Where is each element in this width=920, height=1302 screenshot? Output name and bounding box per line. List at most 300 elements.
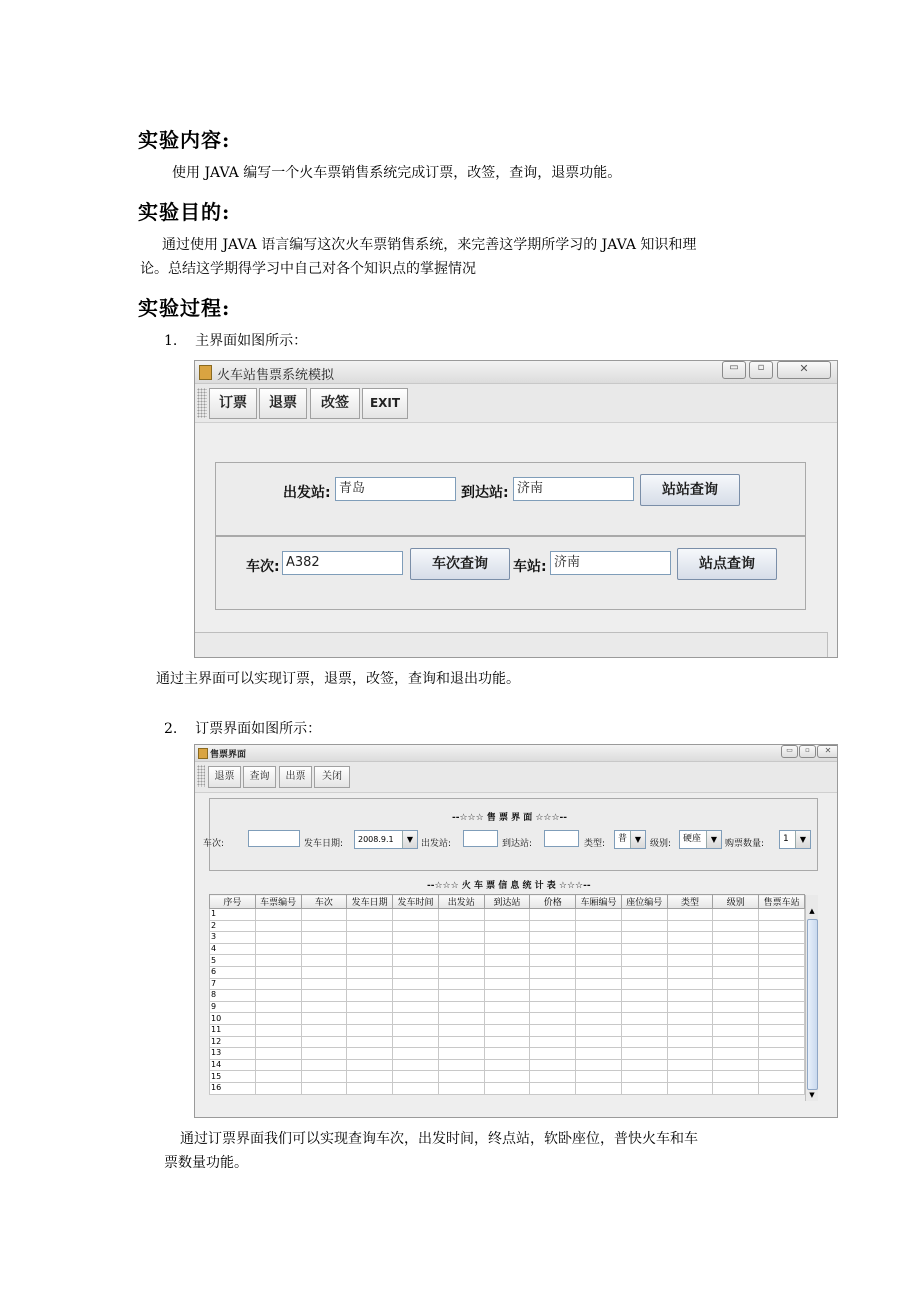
table-cell[interactable] [713,1024,759,1036]
row-number-cell[interactable]: 2 [210,920,256,932]
table-cell[interactable] [759,1001,805,1013]
table-cell[interactable] [759,1024,805,1036]
table-cell[interactable] [393,1082,439,1094]
table-cell[interactable] [667,1001,713,1013]
table-cell[interactable] [393,1024,439,1036]
table-cell[interactable] [759,920,805,932]
table-cell[interactable] [530,955,576,967]
table-cell[interactable] [301,1036,347,1048]
table-cell[interactable] [759,943,805,955]
depart-field[interactable] [463,830,498,847]
table-header-row [210,895,805,909]
column-header[interactable]: 出发站 [438,895,484,909]
row-number-cell[interactable]: 6 [210,966,256,978]
table-cell[interactable] [484,978,530,990]
column-header[interactable]: 序号 [210,895,256,909]
table-row[interactable] [210,955,805,967]
train-field[interactable]: A382 [282,551,403,575]
table-cell[interactable] [713,955,759,967]
table-cell[interactable] [347,1036,393,1048]
table-cell[interactable] [255,932,301,944]
step2-caption-line2: 票数量功能。 [164,1155,248,1171]
table-cell[interactable] [301,966,347,978]
column-header[interactable]: 发车日期 [347,895,393,909]
table-cell[interactable] [301,1059,347,1071]
table-row[interactable] [210,966,805,978]
table-cell[interactable] [347,966,393,978]
table-cell[interactable] [393,1048,439,1060]
table-cell[interactable] [347,955,393,967]
toolbar-change-button[interactable]: 改签 [310,388,360,419]
table-cell[interactable] [438,1036,484,1048]
table-cell[interactable] [667,990,713,1002]
row-number-cell[interactable]: 15 [210,1071,256,1083]
table-cell[interactable] [255,920,301,932]
table-cell[interactable] [576,955,622,967]
table-cell[interactable] [393,943,439,955]
row-number-cell[interactable]: 4 [210,943,256,955]
table-cell[interactable] [393,909,439,921]
table-cell[interactable] [301,1024,347,1036]
table-cell[interactable] [393,932,439,944]
table-cell[interactable] [530,966,576,978]
toolbar-close-button[interactable]: 关闭 [314,766,350,788]
type-value: 普 [618,834,628,844]
toolbar-refund-button[interactable]: 退票 [259,388,307,419]
column-header[interactable]: 到达站 [484,895,530,909]
table-row[interactable] [210,932,805,944]
scroll-thumb[interactable] [807,919,818,1090]
table-cell[interactable] [530,1082,576,1094]
main-toolbar [195,384,837,423]
table-cell[interactable] [393,1059,439,1071]
count-combo[interactable] [779,830,811,849]
sale-window-titlebar [195,745,837,762]
table-cell[interactable] [347,943,393,955]
table-cell[interactable] [484,1024,530,1036]
table-cell[interactable] [347,1001,393,1013]
chevron-down-icon[interactable]: ▼ [402,831,417,848]
arrive-field[interactable]: 济南 [513,477,634,501]
table-cell[interactable] [530,932,576,944]
table-cell[interactable] [667,978,713,990]
chevron-down-icon[interactable]: ▼ [795,831,810,848]
table-cell[interactable] [621,990,667,1002]
table-cell[interactable] [667,932,713,944]
table-cell[interactable] [759,932,805,944]
table-row[interactable] [210,1082,805,1094]
table-cell[interactable] [484,1059,530,1071]
java-icon [199,365,212,380]
table-cell[interactable] [530,1071,576,1083]
table-cell[interactable] [576,920,622,932]
table-cell[interactable] [484,932,530,944]
process-heading: 实验过程: [138,296,231,320]
table-cell[interactable] [484,966,530,978]
table-cell[interactable] [393,1001,439,1013]
table-cell[interactable] [576,1082,622,1094]
table-cell[interactable] [530,1048,576,1060]
table-cell[interactable] [759,1036,805,1048]
depart-field[interactable]: 青岛 [335,477,456,501]
table-cell[interactable] [347,1048,393,1060]
table-cell[interactable] [255,1082,301,1094]
station-query-button[interactable]: 站站查询 [640,474,740,506]
step2-text: 2. 订票界面如图所示： [164,721,322,737]
table-cell[interactable] [759,1071,805,1083]
table-cell[interactable] [530,920,576,932]
table-row[interactable] [210,978,805,990]
table-cell[interactable] [438,1071,484,1083]
close-button[interactable]: ✕ [777,361,831,379]
table-row[interactable] [210,990,805,1002]
table-cell[interactable] [301,978,347,990]
purpose-text-line1: 通过使用 JAVA 语言编写这次火车票销售系统，来完善这学期所学习的 JAVA 知识和理 [162,237,697,253]
table-cell[interactable] [713,1036,759,1048]
chevron-down-icon[interactable]: ▼ [706,831,721,848]
train-field[interactable] [248,830,300,847]
row-number-cell[interactable]: 16 [210,1082,256,1094]
toolbar-refund-button[interactable]: 退票 [208,766,241,788]
table-cell[interactable] [530,943,576,955]
table-cell[interactable] [667,1036,713,1048]
table-cell[interactable] [347,978,393,990]
row-number-cell[interactable]: 1 [210,909,256,921]
table-cell[interactable] [255,1071,301,1083]
table-cell[interactable] [438,920,484,932]
table-cell[interactable] [484,943,530,955]
table-cell[interactable] [621,1001,667,1013]
maximize-button[interactable]: ▫ [799,745,816,758]
table-cell[interactable] [438,1059,484,1071]
table-cell[interactable] [576,1036,622,1048]
table-cell[interactable] [759,955,805,967]
scroll-down-icon[interactable]: ▼ [809,1091,815,1099]
table-cell[interactable] [347,1013,393,1025]
toolbar-grip[interactable] [197,388,207,418]
table-cell[interactable] [576,943,622,955]
table-cell[interactable] [667,909,713,921]
table-row[interactable] [210,909,805,921]
table-cell[interactable] [255,1024,301,1036]
table-cell[interactable] [255,990,301,1002]
row-number-cell[interactable]: 12 [210,1036,256,1048]
table-scrollbar[interactable] [805,895,818,1101]
class-combo[interactable] [679,830,722,849]
table-cell[interactable] [621,943,667,955]
table-cell[interactable] [667,955,713,967]
table-cell[interactable] [621,1071,667,1083]
table-cell[interactable] [621,1013,667,1025]
table-cell[interactable] [759,1048,805,1060]
toolbar-issue-button[interactable]: 出票 [279,766,312,788]
date-label: 发车日期: [304,839,344,849]
table-cell[interactable] [438,1001,484,1013]
table-cell[interactable] [576,990,622,1002]
train-label: 车次: [246,559,280,575]
table-cell[interactable] [301,920,347,932]
table-cell[interactable] [347,932,393,944]
table-cell[interactable] [484,920,530,932]
table-cell[interactable] [301,932,347,944]
table-cell[interactable] [621,978,667,990]
minimize-button[interactable]: ▭ [722,361,746,379]
table-cell[interactable] [667,1013,713,1025]
table-cell[interactable] [713,1013,759,1025]
table-cell[interactable] [713,920,759,932]
table-row[interactable] [210,1001,805,1013]
table-cell[interactable] [438,955,484,967]
table-row[interactable] [210,1013,805,1025]
table-cell[interactable] [759,1013,805,1025]
column-header[interactable]: 价格 [530,895,576,909]
arrive-field[interactable] [544,830,579,847]
main-window-title: 火车站售票系统模拟 [217,368,335,383]
table-cell[interactable] [301,990,347,1002]
stop-query-button[interactable]: 站点查询 [677,548,777,580]
column-header[interactable]: 车次 [301,895,347,909]
table-cell[interactable] [301,943,347,955]
table-cell[interactable] [438,1048,484,1060]
ticket-table [209,894,805,1095]
table-row[interactable] [210,1059,805,1071]
table-cell[interactable] [438,932,484,944]
table-cell[interactable] [667,943,713,955]
table-cell[interactable] [759,978,805,990]
depart-label: 出发站: [421,839,452,849]
toolbar-grip[interactable] [197,765,205,787]
table-cell[interactable] [621,932,667,944]
table-cell[interactable] [667,966,713,978]
table-cell[interactable] [576,932,622,944]
row-number-cell[interactable]: 11 [210,1024,256,1036]
table-cell[interactable] [255,1048,301,1060]
table-cell[interactable] [438,943,484,955]
column-header[interactable]: 车厢编号 [576,895,622,909]
table-cell[interactable] [393,966,439,978]
table-cell[interactable] [667,920,713,932]
table-cell[interactable] [530,1024,576,1036]
table-cell[interactable] [301,1013,347,1025]
table-cell[interactable] [576,909,622,921]
table-cell[interactable] [438,966,484,978]
table-cell[interactable] [530,990,576,1002]
table-cell[interactable] [621,955,667,967]
table-cell[interactable] [713,943,759,955]
table-cell[interactable] [667,1071,713,1083]
table-cell[interactable] [484,1071,530,1083]
column-header[interactable]: 座位编号 [621,895,667,909]
table-cell[interactable] [393,978,439,990]
table-cell[interactable] [393,1071,439,1083]
table-cell[interactable] [393,990,439,1002]
table-cell[interactable] [347,909,393,921]
table-cell[interactable] [301,1048,347,1060]
java-icon [198,748,208,759]
table-cell[interactable] [484,1036,530,1048]
table-cell[interactable] [484,1001,530,1013]
train-query-button[interactable]: 车次查询 [410,548,510,580]
table-row[interactable] [210,1036,805,1048]
column-header[interactable]: 发车时间 [393,895,439,909]
row-number-cell[interactable]: 14 [210,1059,256,1071]
table-row[interactable] [210,1024,805,1036]
table-cell[interactable] [576,966,622,978]
row-number-cell[interactable]: 7 [210,978,256,990]
maximize-button[interactable]: ▫ [749,361,773,379]
table-cell[interactable] [438,990,484,1002]
table-cell[interactable] [484,955,530,967]
table-cell[interactable] [530,1059,576,1071]
table-cell[interactable] [621,1024,667,1036]
table-cell[interactable] [301,909,347,921]
table-row[interactable] [210,1048,805,1060]
table-cell[interactable] [713,932,759,944]
table-row[interactable] [210,920,805,932]
scroll-up-icon[interactable]: ▲ [809,907,815,915]
step1-caption: 通过主界面可以实现订票，退票，改签，查询和退出功能。 [156,671,520,687]
table-cell[interactable] [621,1048,667,1060]
column-header[interactable]: 级别 [713,895,759,909]
table-cell[interactable] [255,1059,301,1071]
table-cell[interactable] [576,1048,622,1060]
table-cell[interactable] [621,920,667,932]
row-number-cell[interactable]: 3 [210,932,256,944]
table-cell[interactable] [438,1024,484,1036]
sale-window [194,744,838,1118]
table-cell[interactable] [713,1001,759,1013]
table-cell[interactable] [347,990,393,1002]
table-cell[interactable] [621,966,667,978]
table-cell[interactable] [621,1082,667,1094]
table-cell[interactable] [484,909,530,921]
minimize-button[interactable]: ▭ [781,745,798,758]
table-cell[interactable] [759,909,805,921]
column-header[interactable]: 车票编号 [255,895,301,909]
table-cell[interactable] [393,1036,439,1048]
table-cell[interactable] [438,978,484,990]
station-field[interactable]: 济南 [550,551,671,575]
row-number-cell[interactable]: 5 [210,955,256,967]
toolbar-exit-button[interactable]: EXIT [362,388,408,419]
table-cell[interactable] [713,1048,759,1060]
content-heading: 实验内容: [138,128,231,152]
table-cell[interactable] [713,966,759,978]
table-cell[interactable] [530,978,576,990]
table-cell[interactable] [621,1036,667,1048]
row-number-cell[interactable]: 10 [210,1013,256,1025]
table-cell[interactable] [301,1071,347,1083]
table-cell[interactable] [713,909,759,921]
table-cell[interactable] [667,1059,713,1071]
table-cell[interactable] [530,1036,576,1048]
table-cell[interactable] [255,955,301,967]
table-cell[interactable] [301,955,347,967]
table-cell[interactable] [713,978,759,990]
table-cell[interactable] [255,966,301,978]
table-cell[interactable] [713,1071,759,1083]
toolbar-query-button[interactable]: 查询 [243,766,276,788]
table-cell[interactable] [255,909,301,921]
table-cell[interactable] [484,1013,530,1025]
table-cell[interactable] [438,1082,484,1094]
table-cell[interactable] [621,909,667,921]
table-cell[interactable] [484,1048,530,1060]
table-cell[interactable] [713,1059,759,1071]
table-cell[interactable] [255,1036,301,1048]
table-cell[interactable] [301,1001,347,1013]
table-cell[interactable] [576,1001,622,1013]
table-cell[interactable] [576,1071,622,1083]
table-cell[interactable] [621,1059,667,1071]
purpose-heading: 实验目的: [138,200,231,224]
row-number-cell[interactable]: 8 [210,990,256,1002]
table-cell[interactable] [713,1082,759,1094]
date-combo[interactable] [354,830,418,849]
table-cell[interactable] [393,1013,439,1025]
chevron-down-icon[interactable]: ▼ [630,831,645,848]
row-number-cell[interactable]: 9 [210,1001,256,1013]
count-label: 购票数量: [725,839,765,849]
table-cell[interactable] [759,1059,805,1071]
table-cell[interactable] [530,909,576,921]
table-cell[interactable] [347,1071,393,1083]
table-cell[interactable] [576,978,622,990]
table-cell[interactable] [667,1024,713,1036]
table-cell[interactable] [759,990,805,1002]
table-cell[interactable] [255,1001,301,1013]
type-combo[interactable] [614,830,646,849]
purpose-text-line2: 论。总结这学期得学习中自己对各个知识点的掌握情况 [140,261,476,277]
column-header[interactable]: 类型 [667,895,713,909]
table-cell[interactable] [484,1082,530,1094]
table-cell[interactable] [347,1082,393,1094]
main-status-bar [195,632,828,657]
column-header[interactable]: 售票车站 [759,895,805,909]
table-cell[interactable] [667,1082,713,1094]
table-cell[interactable] [347,1059,393,1071]
toolbar-book-button[interactable]: 订票 [209,388,257,419]
close-button[interactable]: ✕ [817,745,838,758]
arrive-label: 到达站: [502,839,533,849]
table-cell[interactable] [759,1082,805,1094]
table-cell[interactable] [667,1048,713,1060]
table-cell[interactable] [347,920,393,932]
table-cell[interactable] [255,943,301,955]
table-cell[interactable] [484,990,530,1002]
row-number-cell[interactable]: 13 [210,1048,256,1060]
table-cell[interactable] [438,909,484,921]
table-cell[interactable] [576,1059,622,1071]
table-row[interactable] [210,943,805,955]
class-label: 级别: [650,839,672,849]
table-cell[interactable] [530,1013,576,1025]
table-cell[interactable] [393,955,439,967]
table-cell[interactable] [255,1013,301,1025]
table-cell[interactable] [759,966,805,978]
table-cell[interactable] [347,1024,393,1036]
table-cell[interactable] [576,1013,622,1025]
table-cell[interactable] [393,920,439,932]
table-cell[interactable] [438,1013,484,1025]
table-row[interactable] [210,1071,805,1083]
table-cell[interactable] [576,1024,622,1036]
table-cell[interactable] [713,990,759,1002]
table-cell[interactable] [255,978,301,990]
table-cell[interactable] [530,1001,576,1013]
table-cell[interactable] [301,1082,347,1094]
sale-panel-title: --☆☆☆ 售 票 界 面 ☆☆☆-- [452,813,568,823]
